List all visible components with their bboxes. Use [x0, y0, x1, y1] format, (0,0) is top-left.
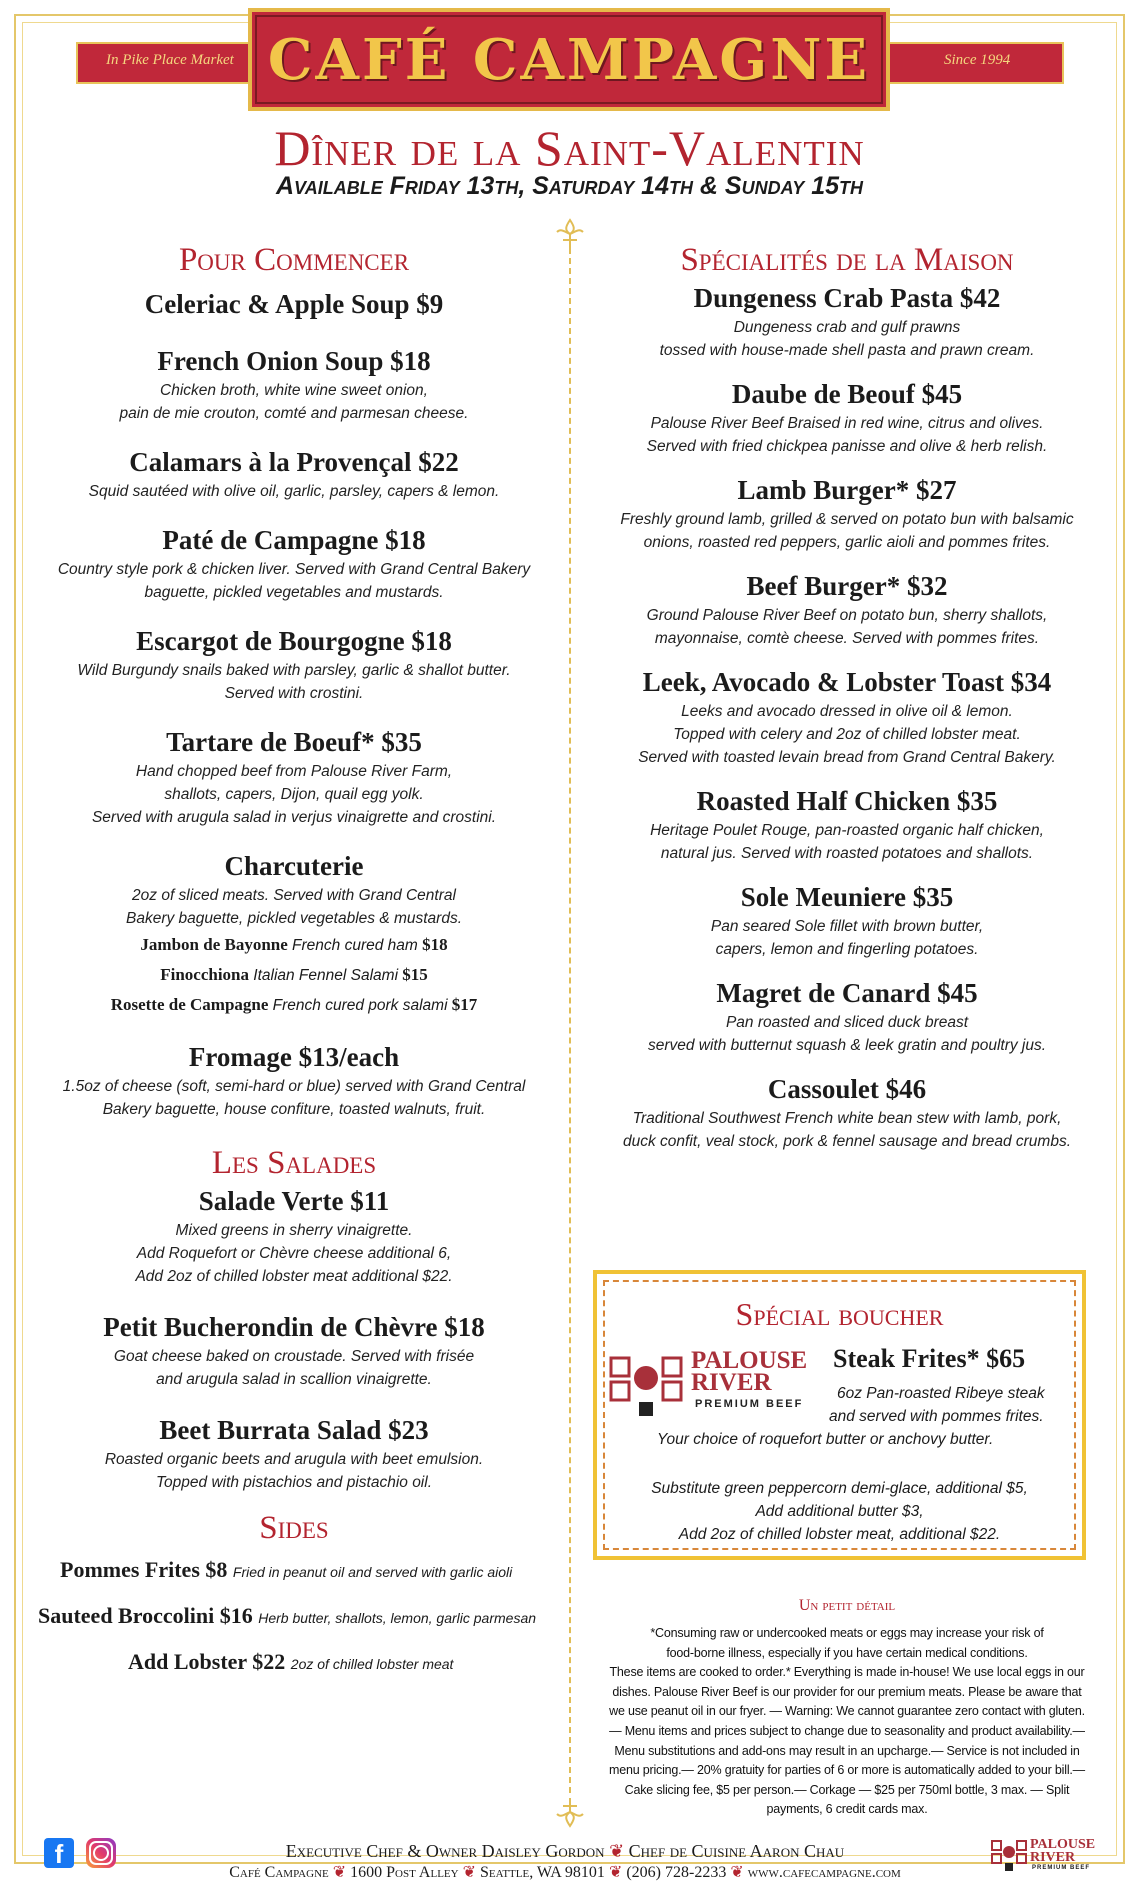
item-description: [597, 1382, 1082, 1451]
phone-number[interactable]: (206) 728-2233: [626, 1864, 727, 1881]
item-description: Add Roquefort or Chèvre cheese additional 6,: [136, 1245, 452, 1262]
facebook-icon[interactable]: f: [44, 1838, 74, 1868]
brand-line: PALOUSE: [1030, 1837, 1096, 1852]
menu-item: [596, 975, 1098, 1057]
item-description: baguette, pickled vegetables and mustards.: [144, 584, 444, 601]
brand-line: PALOUSE: [691, 1347, 808, 1374]
side-name: Pommes Frites $8: [60, 1557, 228, 1582]
option-description: Italian Fennel Salami: [253, 967, 399, 984]
side-item: [30, 1594, 558, 1640]
fleur-ornament-icon: [553, 218, 587, 250]
item-description: Served with toasted levain bread from Grand Central Bakery.: [638, 749, 1056, 766]
item-description: and arugula salad in scallion vinaigrette.: [156, 1371, 432, 1388]
brand-name: [1030, 1838, 1095, 1864]
left-column: [30, 240, 558, 1686]
item-name: Leek, Avocado & Lobster Toast $34: [642, 667, 1052, 697]
item-description: Topped with pistachios and pistachio oil.: [155, 1474, 433, 1491]
item-name: Lamb Burger* $27: [737, 475, 957, 505]
menu-item: [596, 879, 1098, 961]
fine-print-title: Un petit détail: [798, 1597, 896, 1614]
menu-item: [30, 1309, 558, 1391]
item-description: 2oz of sliced meats. Served with Grand Central: [132, 887, 456, 904]
item-extras: [597, 1477, 1082, 1546]
item-description: Pan seared Sole fillet with brown butter,: [710, 918, 984, 935]
location-tag: In Pike Place Market: [106, 52, 234, 68]
logo: [248, 8, 890, 111]
cattle-brand-icon: [990, 1838, 1028, 1872]
side-description: Fried in peanut oil and served with garlic aioli: [232, 1564, 513, 1580]
fine-print-line: Cake slicing fee, $5 per person.— Corkage — $25 per 750ml bottle, 3 max. — Split: [624, 1782, 1070, 1797]
menu-item: [596, 568, 1098, 650]
item-description: Squid sautéed with olive oil, garlic, parsley, capers & lemon.: [88, 483, 500, 500]
item-description: Served with arugula salad in verjus vinaigrette and crostini.: [91, 809, 497, 826]
side-name: Add Lobster $22: [128, 1649, 286, 1674]
item-description: Palouse River Beef Braised in red wine, citrus and olives.: [650, 415, 1044, 432]
page-title: Dîner de la Saint-Valentin: [274, 120, 865, 176]
item-description: mayonnaise, comtè cheese. Served with pommes frites.: [654, 630, 1040, 647]
section-title-sides: Sides: [259, 1510, 329, 1546]
footer-contact: [130, 1862, 1000, 1882]
item-name: Steak Frites* $65: [833, 1344, 1026, 1373]
item-description: Topped with celery and 2oz of chilled lobster meat.: [673, 726, 1021, 743]
menu-item: [596, 1071, 1098, 1153]
item-name: Tartare de Boeuf* $35: [166, 727, 422, 757]
option-description: French cured ham: [292, 937, 418, 954]
menu-item: [30, 286, 558, 322]
page-subtitle: Available Friday 13th, Saturday 14th & Sunday 15th: [275, 172, 864, 200]
section-title-pour-commencer: Pour Commencer: [178, 242, 410, 278]
section-title-salades: Les Salades: [211, 1145, 377, 1181]
fine-print: [591, 1624, 1103, 1820]
option-price: $15: [402, 965, 428, 984]
item-description: Ground Palouse River Beef on potato bun, sherry shallots,: [646, 607, 1048, 624]
extra-line: Substitute green peppercorn demi-glace, additional $5,: [651, 1480, 1028, 1497]
item-name: Fromage $13/each: [188, 1042, 400, 1072]
item-description: Mixed greens in sherry vinaigrette.: [175, 1222, 413, 1239]
item-description: Chicken broth, white wine sweet onion,: [160, 382, 428, 399]
description-line: 6oz Pan-roasted Ribeye steak: [837, 1385, 1045, 1402]
menu-item: [596, 783, 1098, 865]
menu-item: [30, 522, 558, 604]
special-boucher-box: [593, 1270, 1086, 1560]
menu-item-charcuterie: [30, 848, 558, 1020]
right-column: [596, 240, 1098, 1153]
side-name: Sauteed Broccolini $16: [38, 1603, 253, 1628]
column-divider: [569, 238, 571, 1793]
chef-de-cuisine: Chef de Cuisine Aaron Chau: [628, 1841, 845, 1861]
item-description: natural jus. Served with roasted potatoes and shallots.: [660, 845, 1034, 862]
menu-item: [596, 376, 1098, 458]
item-description: Wild Burgundy snails baked with parsley, garlic & shallot butter.: [77, 662, 511, 679]
city: Seattle, WA 98101: [480, 1864, 605, 1881]
heart-ornament-icon: ❦: [462, 1864, 476, 1881]
fine-print-line: dishes. Palouse River Beef is our provider for our premium meats. Please be aware that: [612, 1684, 1082, 1699]
heart-ornament-icon: ❦: [730, 1864, 744, 1881]
option-name: Rosette de Campagne: [110, 995, 269, 1014]
special-title: Spécial boucher: [735, 1296, 944, 1332]
brand-sub: PREMIUM BEEF: [695, 1398, 804, 1410]
address: 1600 Post Alley: [350, 1864, 459, 1881]
since-tag: Since 1994: [944, 52, 1011, 68]
item-name: Sole Meuniere $35: [740, 882, 954, 912]
menu-item: [30, 724, 558, 829]
side-description: 2oz of chilled lobster meat: [290, 1656, 454, 1672]
item-description: 1.5oz of cheese (soft, semi-hard or blue) served with Grand Central: [62, 1078, 526, 1095]
option-price: $17: [451, 995, 478, 1014]
extra-line: Add 2oz of chilled lobster meat, additional $22.: [678, 1526, 1001, 1543]
item-name: Dungeness Crab Pasta $42: [693, 283, 1001, 313]
option-price: $18: [422, 935, 448, 954]
item-description: Bakery baguette, house confiture, toasted walnuts, fruit.: [102, 1101, 486, 1118]
heart-ornament-icon: ❦: [609, 1841, 625, 1861]
brand-line: RIVER: [691, 1369, 772, 1396]
item-description: duck confit, veal stock, pork & fennel sausage and bread crumbs.: [622, 1133, 1072, 1150]
fleur-ornament-icon: [553, 1796, 587, 1828]
item-description: Traditional Southwest French white bean stew with lamb, pork,: [632, 1110, 1062, 1127]
charcuterie-option: [30, 960, 558, 990]
fine-print-line: — Menu items and prices subject to change due to seasonality and product availability.—: [609, 1723, 1085, 1738]
item-name: Petit Bucherondin de Chèvre $18: [103, 1312, 485, 1342]
side-item: [30, 1548, 558, 1594]
item-description: Hand chopped beef from Palouse River Farm,: [135, 763, 453, 780]
item-name: Magret de Canard $45: [716, 978, 978, 1008]
item-name: Salade Verte $11: [198, 1186, 390, 1216]
item-name: Calamars à la Provençal $22: [129, 447, 459, 477]
item-name: Celeriac & Apple Soup $9: [144, 289, 444, 319]
fine-print-line: *Consuming raw or undercooked meats or eggs may increase your risk of: [650, 1626, 1044, 1640]
menu-item: [30, 1412, 558, 1494]
description-line: and served with pommes frites.: [829, 1408, 1044, 1425]
menu-item: [30, 1039, 558, 1121]
fine-print-line: menu pricing.— 20% gratuity for parties of 6 or more is automatically added to your bill.—: [609, 1763, 1085, 1778]
item-description: Served with crostini.: [224, 685, 364, 702]
charcuterie-option: [30, 930, 558, 960]
menu-item: [30, 343, 558, 425]
charcuterie-option: [30, 990, 558, 1020]
menu-item: [30, 444, 558, 503]
heart-ornament-icon: ❦: [332, 1864, 347, 1881]
side-item: [30, 1640, 558, 1686]
footer-chefs: [130, 1841, 1000, 1862]
fine-print-line: Menu substitutions and add-ons may result in an upcharge.— Service is not included in: [614, 1743, 1080, 1758]
item-description: Country style pork & chicken liver. Served with Grand Central Bakery: [57, 561, 531, 578]
item-name: Daube de Beouf $45: [731, 379, 963, 409]
item-description: Freshly ground lamb, grilled & served on potato bun with balsamic: [620, 511, 1074, 528]
item-name: Charcuterie: [224, 851, 364, 881]
side-description: Herb butter, shallots, lemon, garlic parmesan: [258, 1610, 537, 1626]
item-name: Beef Burger* $32: [746, 571, 948, 601]
item-description: Served with fried chickpea panisse and olive & herb relish.: [646, 438, 1048, 455]
instagram-icon[interactable]: [86, 1838, 116, 1868]
fine-print-line: payments, 6 credit cards max.: [766, 1802, 928, 1817]
item-name: Roasted Half Chicken $35: [696, 786, 998, 816]
extra-line: Add additional butter $3,: [755, 1503, 924, 1520]
item-name: Paté de Campagne $18: [162, 525, 426, 555]
heart-ornament-icon: ❦: [608, 1864, 623, 1881]
menu-item: [30, 1183, 558, 1288]
palouse-river-footer-logo: [990, 1838, 1110, 1874]
section-title-specialites: Spécialités de la Maison: [680, 242, 1014, 278]
fine-print-line: food-borne illness, especially if you have certain medical conditions.: [666, 1645, 1028, 1660]
item-description: Leeks and avocado dressed in olive oil & lemon.: [681, 703, 1013, 720]
item-description: Add 2oz of chilled lobster meat additional $22.: [135, 1268, 453, 1285]
item-description: served with butternut squash & leek gratin and poultry jus.: [647, 1037, 1047, 1054]
option-name: Jambon de Bayonne: [140, 935, 288, 954]
item-description: onions, roasted red peppers, garlic aioli and pommes frites.: [643, 534, 1051, 551]
website-link[interactable]: www.cafecampagne.com: [747, 1864, 901, 1881]
menu-item: [596, 472, 1098, 554]
item-description: Pan roasted and sliced duck breast: [725, 1014, 969, 1031]
fine-print-line: we use peanut oil in our fryer. — Warning: We cannot guarantee zero contact with gluten.: [609, 1704, 1085, 1719]
item-name: Beet Burrata Salad $23: [159, 1415, 429, 1445]
logo-text: CAFÉ CAMPAGNE: [267, 26, 871, 93]
menu-item: [596, 664, 1098, 769]
option-description: French cured pork salami: [272, 997, 448, 1014]
description-line: Your choice of roquefort butter or anchovy butter.: [657, 1431, 994, 1448]
item-description: tossed with house-made shell pasta and prawn cream.: [659, 342, 1035, 359]
menu-item: [596, 280, 1098, 362]
item-description: shallots, capers, Dijon, quail egg yolk.: [164, 786, 424, 803]
item-name: French Onion Soup $18: [157, 346, 431, 376]
option-name: Finocchiona: [160, 965, 250, 984]
restaurant-name: Café Campagne: [229, 1864, 329, 1881]
fine-print-line: These items are cooked to order.* Everything is made in-house! We use local eggs in our: [609, 1665, 1085, 1680]
item-description: Bakery baguette, pickled vegetables & mustards.: [125, 910, 463, 927]
item-name: Cassoulet $46: [767, 1074, 927, 1104]
item-description: Roasted organic beets and arugula with beet emulsion.: [104, 1451, 484, 1468]
item-description: Heritage Poulet Rouge, pan-roasted organic half chicken,: [650, 822, 1044, 839]
item-description: Dungeness crab and gulf prawns: [733, 319, 961, 336]
item-name: Escargot de Bourgogne $18: [136, 626, 452, 656]
executive-chef: Executive Chef & Owner Daisley Gordon: [285, 1841, 605, 1861]
item-description: capers, lemon and fingerling potatoes.: [715, 941, 979, 958]
item-description: pain de mie crouton, comté and parmesan cheese.: [119, 405, 469, 422]
menu-item: [30, 623, 558, 705]
brand-line: RIVER: [1030, 1850, 1076, 1865]
item-description: Goat cheese baked on croustade. Served with frisée: [113, 1348, 475, 1365]
brand-sub: PREMIUM BEEF: [1032, 1865, 1091, 1871]
